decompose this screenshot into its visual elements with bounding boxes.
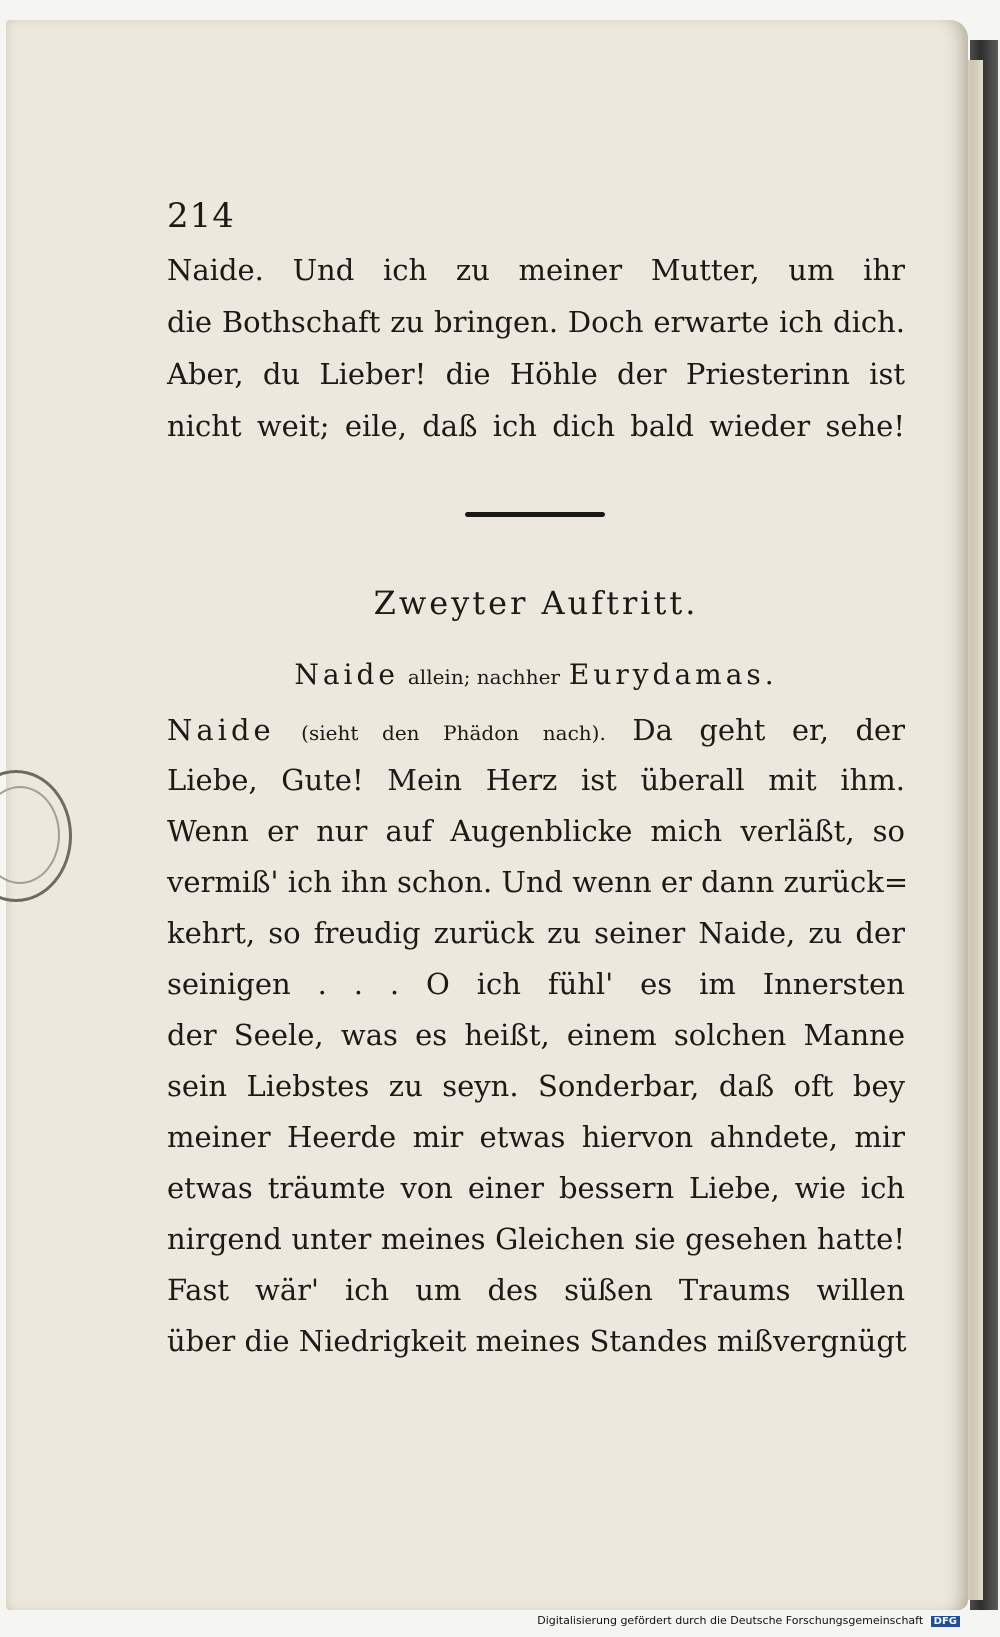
text-line: der Seele, was es heißt, einem solchen Manne: [167, 1018, 905, 1052]
text-line: kehrt, so freudig zurück zu seiner Naide, zu der: [167, 916, 905, 950]
digitization-credit: [537, 1614, 960, 1627]
text-line: Naide. Und ich zu meiner Mutter, um ihr: [167, 253, 905, 287]
text-line: Aber, du Lieber! die Höhle der Priesterinn ist: [167, 357, 905, 391]
scene-cast: [167, 658, 905, 691]
speech-first-line: [167, 712, 905, 751]
section-divider: [465, 512, 605, 517]
text-line: seinigen . . . O ich fühl' es im Innersten: [167, 967, 905, 1001]
credit-text: Digitalisierung gefördert durch die Deutsche Forschungsgemeinschaft: [537, 1614, 924, 1627]
text-line: Fast wär' ich um des süßen Traums willen: [167, 1273, 905, 1307]
text-line: Wenn er nur auf Augenblicke mich verläßt, so: [167, 814, 905, 848]
text-line: Liebe, Gute! Mein Herz ist überall mit ihm.: [167, 763, 905, 797]
text-line: meiner Heerde mir etwas hiervon ahndete, mir: [167, 1120, 905, 1154]
scene-heading: Zweyter Auftritt.: [373, 584, 699, 622]
cast-direction: allein; nachher: [407, 665, 560, 689]
cast-second: Eurydamas.: [568, 658, 778, 691]
text-line: nirgend unter meines Gleichen sie gesehen hatte!: [167, 1222, 905, 1256]
stage-direction: (sieht den Phädon nach).: [301, 721, 606, 745]
dfg-logo: DFG: [931, 1616, 960, 1627]
text-line: die Bothschaft zu bringen. Doch erwarte ich dich.: [167, 305, 905, 339]
text-line: sein Liebstes zu seyn. Sonderbar, daß oft bey: [167, 1069, 905, 1103]
text-line: nicht weit; eile, daß ich dich bald wieder sehe!: [167, 409, 905, 443]
text-line: etwas träumte von einer bessern Liebe, wie ich: [167, 1171, 905, 1205]
speaker-name: Naide: [167, 713, 275, 747]
text-line: über die Niedrigkeit meines Standes mißvergnügt: [167, 1324, 907, 1358]
cast-name: Naide: [294, 658, 399, 691]
page-number: 214: [167, 196, 235, 236]
speech-text: Da geht er, der: [632, 713, 906, 747]
text-line: vermiß' ich ihn schon. Und wenn er dann zurück=: [167, 865, 909, 899]
